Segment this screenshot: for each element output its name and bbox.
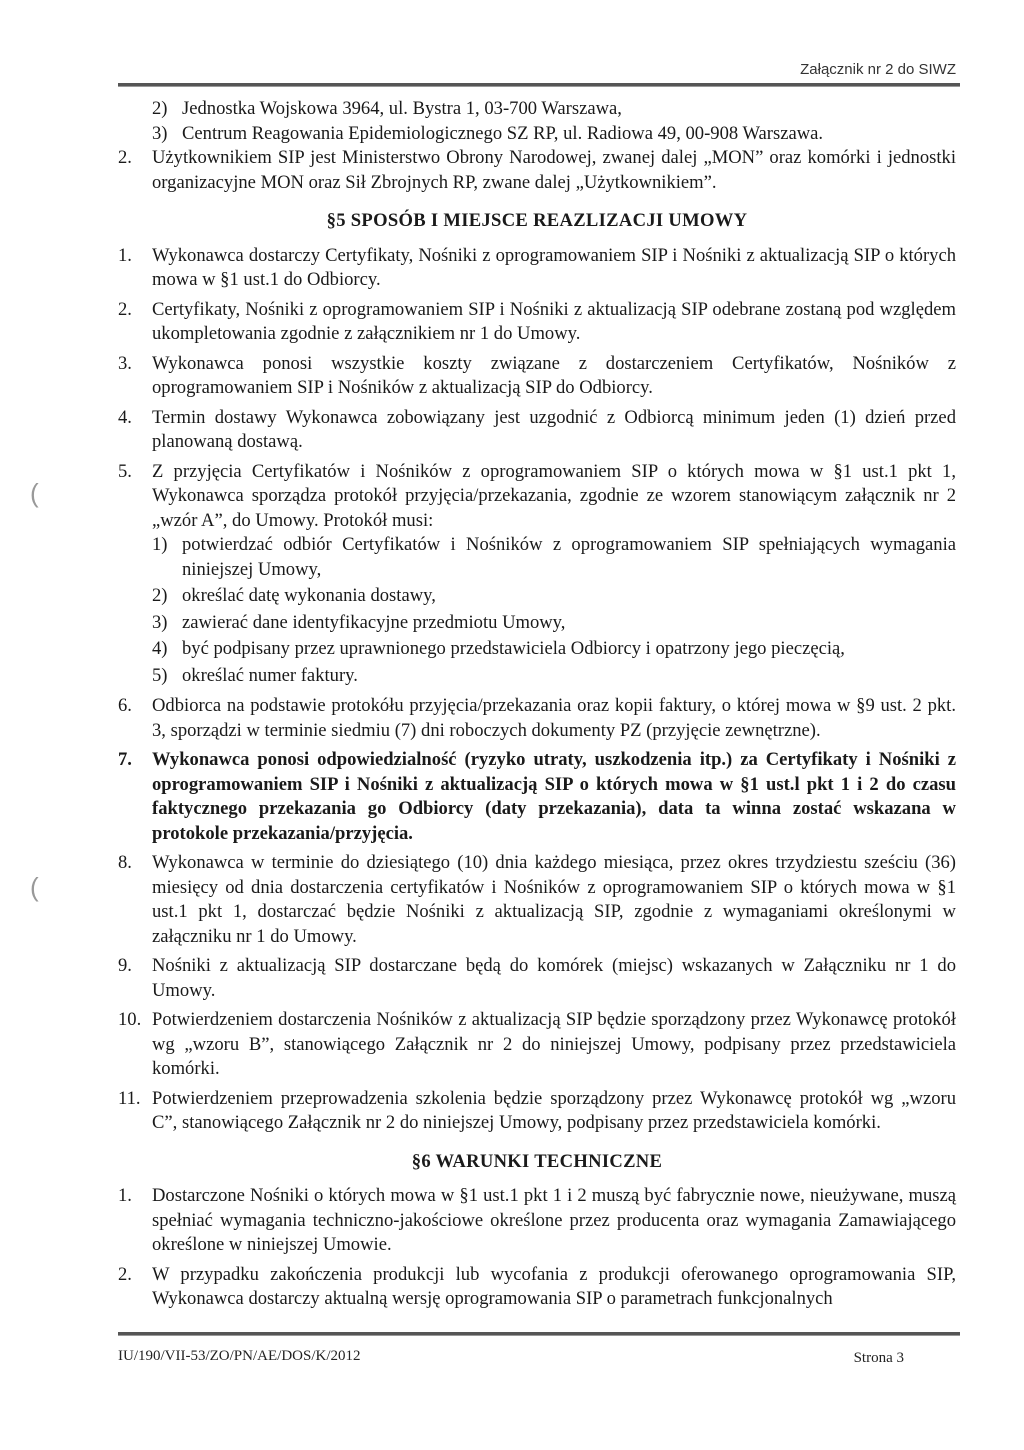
page-number: Strona 3 [853,1350,904,1366]
sub-list-item: 3) zawierać dane identyfikacyjne przedmiotu Umowy, [152,611,566,633]
list-item: 3) Centrum Reagowania Epidemiologicznego SZ RP, ul. Radiowa 49, 00-908 Warszawa. [152,122,824,144]
list-item: 2) Jednostka Wojskowa 3964, ul. Bystra 1, 03-700 Warszawa, [152,98,622,119]
list-item: 4. Termin dostawy Wykonawca zobowiązany jest uzgodnić z Odbiorcą minimum jeden (1) dzień przed planowaną dostawą. [118,406,956,452]
list-item: 3. Wykonawca ponosi wszystkie koszty związane z dostarczeniem Certyfikatów, Nośników z oprogramowaniem SIP i Nośników z aktualizacją SIP do Odbiorcy. [118,352,956,398]
list-item-emphasized: 7. Wykonawca ponosi odpowiedzialność (ryzyko utraty, uszkodzenia itp.) za Certyfikaty i Nośniki z oprogramowaniem SIP i Nośniki z aktualizacją SIP o których mowa w §1 ust.l pkt 1 i 2 do czasu faktycznego przekazania go Odbiorcy (daty przekazania), data ta winna zostać wskazana w protokole przekazania/przyjęcia. [118,749,956,844]
list-item: 9. Nośniki z aktualizacją SIP dostarczane będą do komórek (miejsc) wskazanych w Załączniku nr 1 do Umowy. [118,955,956,1001]
list-item: 5. Z przyjęcia Certyfikatów i Nośników z oprogramowaniem SIP o których mowa w §1 ust.1 pkt 1, Wykonawca sporządza protokół przyjęcia/przekazania, zgodnie ze wzorem stanowiącym załącznik nr 2 „wzór A”, do Umowy. Protokół musi: [118,460,956,531]
sub-list-item: 5) określać numer faktury. [152,664,358,686]
sub-list-item: 1) potwierdzać odbiór Certyfikatów i Nośników z oprogramowaniem SIP spełniających wymagania niniejszej Umowy, [152,534,956,580]
header-rule [118,83,960,87]
list-item: 2. Użytkownikiem SIP jest Ministerstwo Obrony Narodowej, zwanej dalej „MON” oraz komórki i jednostki organizacyjne MON oraz Sił Zbrojnych RP, zwane dalej „Użytkownikiem”. [118,147,956,193]
list-item: 2. W przypadku zakończenia produkcji lub wycofania z produkcji oferowanego oprogramowania SIP, Wykonawca dostarczy aktualną wersję oprogramowania SIP o parametrach funkcjonalnych [118,1263,956,1309]
section-heading: §5 SPOSÓB I MIEJSCE REAZLIZACJI UMOWY [326,210,748,231]
margin-bracket-mark: ( [30,478,39,508]
document-body [118,97,956,1317]
annex-label: Załącznik nr 2 do SIWZ [800,61,956,78]
list-item: 6. Odbiorca na podstawie protokółu przyjęcia/przekazania oraz kopii faktury, o której mowa w §9 ust. 2 pkt. 3, sporządzi w terminie siedmiu (7) dni roboczych dokumenty PZ (przyjęcie zewnętrzne). [118,695,956,741]
sub-list-item: 2) określać datę wykonania dostawy, [152,585,436,606]
list-item: 8. Wykonawca w terminie do dziesiątego (10) dnia każdego miesiąca, przez okres trzydziestu sześciu (36) miesięcy od dnia dostarczenia certyfikatów i Nośników z oprogramowaniem SIP o których mowa w §1 ust.1 pkt 1, dostarczać będzie Nośniki z aktualizacją SIP, zgodnie z wymaganiami określonymi w załączniku nr 1 do Umowy. [118,852,956,947]
sub-list-item: 4) być podpisany przez uprawnionego przedstawiciela Odbiorcy i opatrzony jego pieczęcią, [152,638,845,659]
list-item: 11. Potwierdzeniem przeprowadzenia szkolenia będzie sporządzony przez Wykonawcę protokół wg „wzoru C”, stanowiącego Załącznik nr 2 do niniejszej Umowy, podpisany przez przedstawiciela komórki. [118,1087,956,1133]
list-item: 10. Potwierdzeniem dostarczenia Nośników z aktualizacją SIP będzie sporządzony przez Wykonawcę protokół wg „wzoru B”, stanowiącego Załącznik nr 2 do niniejszej Umowy, podpisany przez przedstawiciela komórki. [118,1009,956,1079]
list-item: 1. Wykonawca dostarczy Certyfikaty, Nośniki z oprogramowaniem SIP i Nośniki z aktualizacją SIP o których mowa w §1 ust.1 do Odbiorcy. [118,244,956,290]
document-reference: IU/190/VII-53/ZO/PN/AE/DOS/K/2012 [118,1348,361,1364]
list-item: 2. Certyfikaty, Nośniki z oprogramowaniem SIP i Nośniki z aktualizacją SIP odebrane zostaną pod względem ukompletowania zgodnie z załącznikiem nr 1 do Umowy. [118,298,956,344]
margin-bracket-mark: ( [30,872,39,902]
section-heading: §6 WARUNKI TECHNICZNE [411,1150,663,1172]
list-item: 1. Dostarczone Nośniki o których mowa w §1 ust.1 pkt 1 i 2 muszą być fabrycznie nowe, nieużywane, muszą spełniać wymagania techniczno-jakościowe określone przez producenta oraz wymagania Zamawiającego określone w niniejszej Umowie. [118,1185,956,1255]
footer-rule [118,1332,960,1336]
